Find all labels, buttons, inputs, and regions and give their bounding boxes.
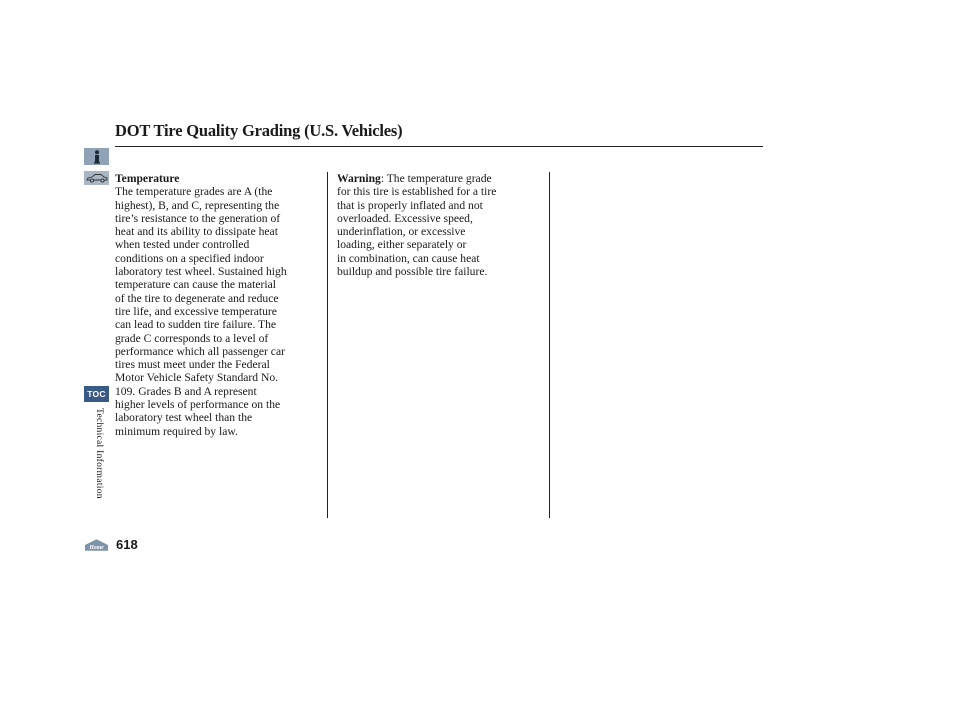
- text-line: minimum required by law.: [115, 424, 238, 438]
- text-line: laboratory test wheel than the: [115, 411, 253, 425]
- info-icon: [92, 150, 102, 164]
- info-button[interactable]: [84, 148, 109, 165]
- page-number: 618: [116, 537, 138, 552]
- warning-label: Warning: [337, 172, 381, 185]
- column-divider: [549, 172, 550, 518]
- warning-column: [337, 172, 542, 278]
- text-line: higher levels of performance on the: [115, 398, 281, 412]
- home-icon: [84, 538, 109, 552]
- text-line: tire life, and excessive temperature: [115, 304, 277, 318]
- text-line: that is properly inflated and not: [337, 198, 483, 212]
- column-divider: [327, 172, 328, 518]
- text-line: when tested under controlled: [115, 238, 250, 252]
- text-line: Motor Vehicle Safety Standard No.: [115, 371, 279, 385]
- warning-first-line-text: : The temperature grade: [380, 172, 492, 185]
- text-line: conditions on a specified indoor: [115, 251, 264, 265]
- home-label: Home: [89, 544, 104, 551]
- text-line: for this tire is established for a tire: [337, 185, 497, 199]
- text-line: in combination, can cause heat: [337, 251, 480, 265]
- temperature-body: [115, 185, 325, 438]
- toc-button[interactable]: TOC: [84, 386, 109, 402]
- page-title: DOT Tire Quality Grading (U.S. Vehicles): [115, 121, 403, 140]
- text-line: highest), B, and C, representing the: [115, 198, 280, 212]
- text-line: underinflation, or excessive: [337, 225, 466, 239]
- text-line: The temperature grades are A (the: [115, 185, 273, 199]
- section-label: Technical Information: [94, 408, 104, 499]
- text-line: can lead to sudden tire failure. The: [115, 318, 277, 332]
- text-line: grade C corresponds to a level of: [115, 331, 269, 345]
- temperature-heading: Temperature: [115, 172, 180, 185]
- text-line: heat and its ability to dissipate heat: [115, 225, 278, 239]
- temperature-column: [115, 172, 325, 438]
- warning-body: [337, 185, 542, 278]
- text-line: tires must meet under the Federal: [115, 358, 270, 372]
- home-button[interactable]: [84, 538, 109, 552]
- text-line: of the tire to degenerate and reduce: [115, 291, 279, 305]
- title-rule: [115, 146, 763, 147]
- warning-first-line: [337, 172, 542, 185]
- car-icon: [86, 173, 108, 183]
- car-button[interactable]: [84, 171, 109, 185]
- text-line: loading, either separately or: [337, 238, 467, 252]
- text-line: buildup and possible tire failure.: [337, 265, 488, 279]
- text-line: tire’s resistance to the generation of: [115, 211, 281, 225]
- text-line: 109. Grades B and A represent: [115, 384, 257, 398]
- text-line: overloaded. Excessive speed,: [337, 211, 473, 225]
- text-line: laboratory test wheel. Sustained high: [115, 265, 287, 279]
- text-line: performance which all passenger car: [115, 344, 285, 358]
- text-line: temperature can cause the material: [115, 278, 276, 292]
